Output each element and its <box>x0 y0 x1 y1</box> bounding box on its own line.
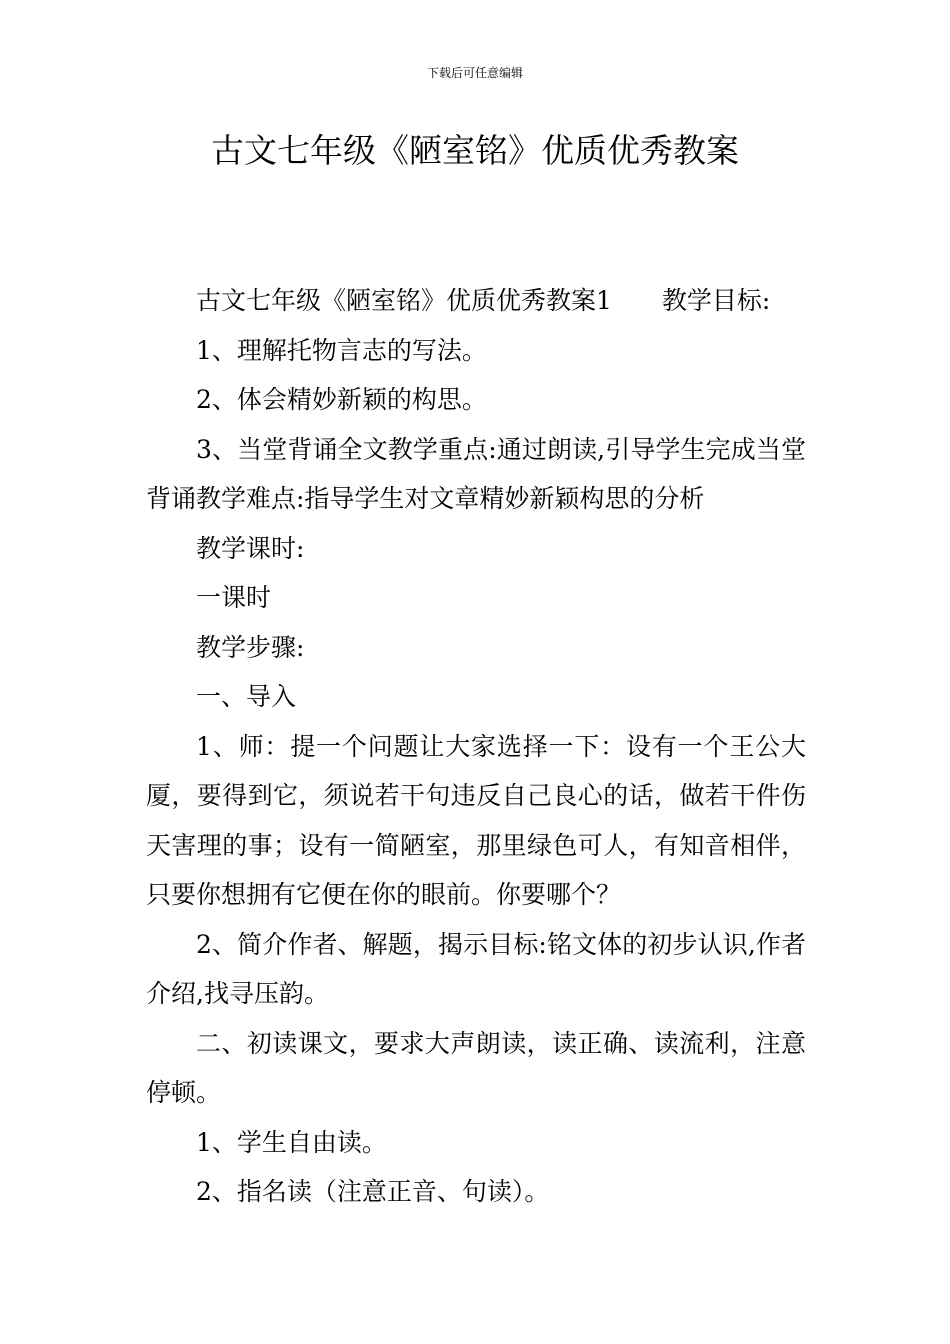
paragraph-class-hours: 一课时 <box>196 583 272 612</box>
paragraph-goal-2: 2、体会精妙新颖的构思。 <box>196 385 487 414</box>
document-title: 古文七年级《陋室铭》优质优秀教案 <box>211 131 739 170</box>
paragraph-intro-2: 2、简介作者、解题，揭示目标:铭文体的初步认识,作者介绍,找寻压韵。 <box>146 929 806 1008</box>
paragraph-lesson-heading: 古文七年级《陋室铭》优质优秀教案1 教学目标: <box>196 286 771 315</box>
paragraph-reading-2: 2、指名读（注意正音、句读）。 <box>196 1177 550 1206</box>
paragraph-intro-1: 1、师：提一个问题让大家选择一下：设有一个王公大厦，要得到它，须说若干句违反自己良心的话，做若干件伤天害理的事；设有一简陋室，那里绿色可人，有知音相伴，只要你想拥有它便在你的眼前。你要哪个？ <box>146 731 806 909</box>
paragraph-class-hours-label: 教学课时: <box>196 533 305 563</box>
paragraph-goal-3: 3、当堂背诵全文教学重点:通过朗读,引导学生完成当堂背诵教学难点:指导学生对文章精妙新颖构思的分析 <box>146 434 806 513</box>
paragraph-steps-label: 教学步骤: <box>196 632 305 662</box>
paragraph-step-intro: 一、导入 <box>196 682 297 711</box>
paragraph-step-first-reading: 二、初读课文，要求大声朗读，读正确、读流利，注意停顿。 <box>146 1028 806 1107</box>
paragraph-reading-1: 1、学生自由读。 <box>196 1127 387 1157</box>
header-note: 下载后可任意编辑 <box>426 66 523 80</box>
paragraph-goal-1: 1、理解托物言志的写法。 <box>196 335 487 365</box>
document-body <box>146 276 806 1217</box>
